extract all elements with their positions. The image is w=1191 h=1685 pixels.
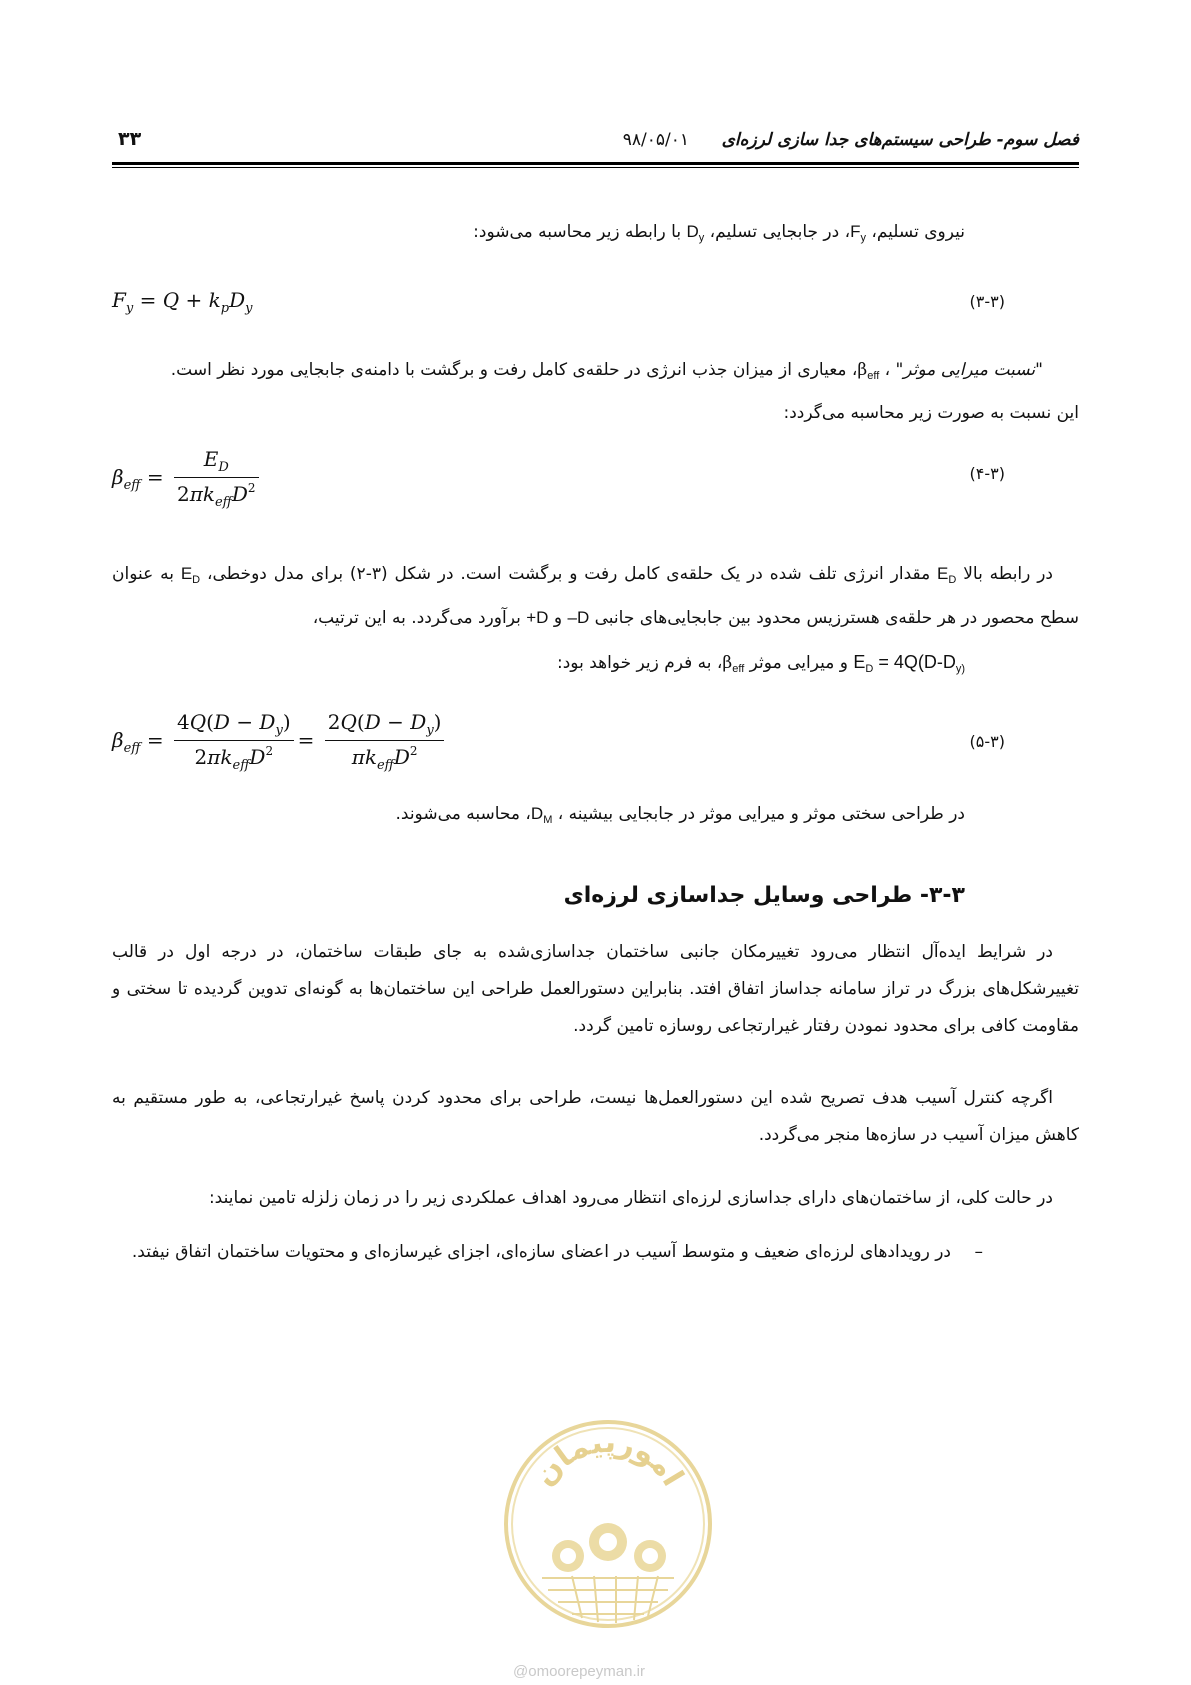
text-run: و (548, 608, 568, 628)
text-run: و میرایی موثر (744, 653, 854, 673)
quote-mark: " (1035, 360, 1043, 380)
symbol-dplus: D+ (526, 608, 549, 627)
subscript: D (192, 574, 201, 586)
text-run: در رابطه بالا (956, 564, 1053, 584)
section-heading: ۳-۳- طراحی وسایل جداسازی لرزه‌ای (563, 883, 965, 908)
paragraph-line (112, 352, 1079, 395)
subscript: eff (867, 370, 880, 382)
chapter-title: فصل سوم- طراحی سیستم‌های جدا سازی لرزه‌ای (721, 130, 1079, 150)
subscript: y (698, 232, 705, 244)
watermark-url: @omoorepeyman.ir (513, 1663, 645, 1680)
symbol-ed: E (180, 564, 193, 583)
paragraph-ed-formula (557, 652, 965, 675)
paragraph-design-max (396, 804, 966, 826)
paragraph-energy-dissipation (112, 555, 1079, 637)
list-item-text: در رویدادهای لرزه‌ای ضعیف و متوسط آسیب در اعضای سازه‌ای، اجزای غیرسازه‌ای و محتویات ساختمان اتفاق نیفتد. (131, 1242, 951, 1262)
text-run: = 4Q(D-D (873, 652, 956, 672)
header-rule-thick (112, 162, 1079, 165)
subscript: M (543, 814, 553, 826)
paragraph-effective-damping (112, 352, 1079, 432)
text-run: ، در جابجایی تسلیم، (704, 222, 851, 242)
italic-term: نسبت میرایی موثر (903, 360, 1036, 380)
symbol-beta: β (857, 360, 868, 380)
svg-text:امورپیمان (527, 1425, 690, 1493)
formula-ed (853, 652, 965, 675)
page-number: ۳۳ (118, 128, 142, 150)
paragraph-ideal-conditions: در شرایط ایده‌آل انتظار می‌رود تغییرمکان جانبی ساختمان جداسازی‌شده به جای طبقات ساختمان، در درجه اول در قالب تغییرشکل‌های بزرگ در تراز سامانه جداساز اتفاق افتد. بنابراین دستورالعمل طراحی این ساختمان‌ها به گونه‌ای تدوین گردیده تا سختی و مقاومت کافی برای محدود نمودن رفتار غیرارتجاعی روسازه تامین گردد. (112, 942, 1079, 1036)
subscript: D (948, 574, 957, 586)
text-run: برآورد می‌گردد. به این ترتیب، (312, 608, 527, 628)
text-run: مقدار انرژی تلف شده در یک حلقه‌ی کامل رفت و برگشت است. در شکل (۳-۲) برای مدل دوخطی، (200, 564, 938, 584)
header-rule-thin (112, 167, 1079, 168)
page-header (112, 128, 1079, 158)
list-dash: – (974, 1242, 983, 1262)
list-item (112, 1234, 1079, 1271)
text-run: E (853, 652, 866, 672)
symbol-fy: F (850, 222, 861, 241)
symbol-dy: D (686, 222, 699, 241)
text-run: در طراحی سختی موثر و میرایی موثر در جابجایی بیشینه ، (552, 804, 965, 824)
text-run: ، به فرم زیر خواهد بود: (556, 653, 723, 673)
equation-3-5: $\beta_{eff}$ = $\frac{4Q(D - D_y)}{2\pi k_{eff}D^2}$ = $\frac{2Q(D - D_y)}{\pi k_{eff}D^2}$ (112, 710, 448, 773)
subscript: y (860, 232, 866, 244)
subscript: y) (955, 663, 965, 675)
text-run: به عنوان سطح محصور در هر حلقه‌ی هسترزیس محدود بین جابجایی‌های جانبی (112, 564, 1079, 628)
equation-number: (۴-۳) (969, 464, 1005, 483)
watermark-logo-text: امورپیمان (526, 1424, 691, 1493)
text-run: ، معیاری از میزان جذب انرژی در حلقه‌ی کامل رفت و برگشت با دامنه‌ی جابجایی مورد نظر است. (170, 360, 858, 380)
subscript: eff (732, 663, 745, 675)
equation-number: (۵-۳) (969, 732, 1005, 751)
paragraph-line: این نسبت به صورت زیر محاسبه می‌گردد: (783, 403, 1079, 423)
equation-3-4: $\beta_{eff}$ = $\frac{E_D}{2\pi k_{eff}D^2}$ (112, 447, 263, 510)
paragraph-yield-force (473, 222, 965, 244)
watermark-logo (502, 1418, 714, 1630)
paragraph-performance-goals: در حالت کلی، از ساختمان‌های دارای جداسازی لرزه‌ای انتظار می‌رود اهداف عملکردی زیر را در زمان زلزله تامین نمایند: (208, 1188, 1053, 1208)
symbol-dminus: D– (567, 608, 590, 627)
symbol-beta: β (722, 653, 733, 673)
text-run: ، محاسبه می‌شوند. (395, 804, 531, 824)
text-run: با رابطه زیر محاسبه می‌شود: (473, 222, 687, 242)
quote-mark: " ، (879, 360, 904, 380)
text-run: نیروی تسلیم، (865, 222, 965, 242)
subscript: D (865, 663, 874, 675)
equation-number: (۳-۳) (969, 292, 1005, 311)
symbol-ed: E (937, 564, 949, 583)
equation-3-3: $F_y = Q + k_pD_y$ (112, 288, 253, 316)
symbol-dm: D (530, 804, 544, 823)
header-date: ۹۸/۰۵/۰۱ (622, 130, 689, 150)
paragraph-damage-control: اگرچه کنترل آسیب هدف تصریح شده این دستورالعمل‌ها نیست، طراحی برای محدود کردن پاسخ غیرارتجاعی، به طور مستقیم به کاهش میزان آسیب در سازه‌ها منجر می‌گردد. (112, 1088, 1079, 1145)
